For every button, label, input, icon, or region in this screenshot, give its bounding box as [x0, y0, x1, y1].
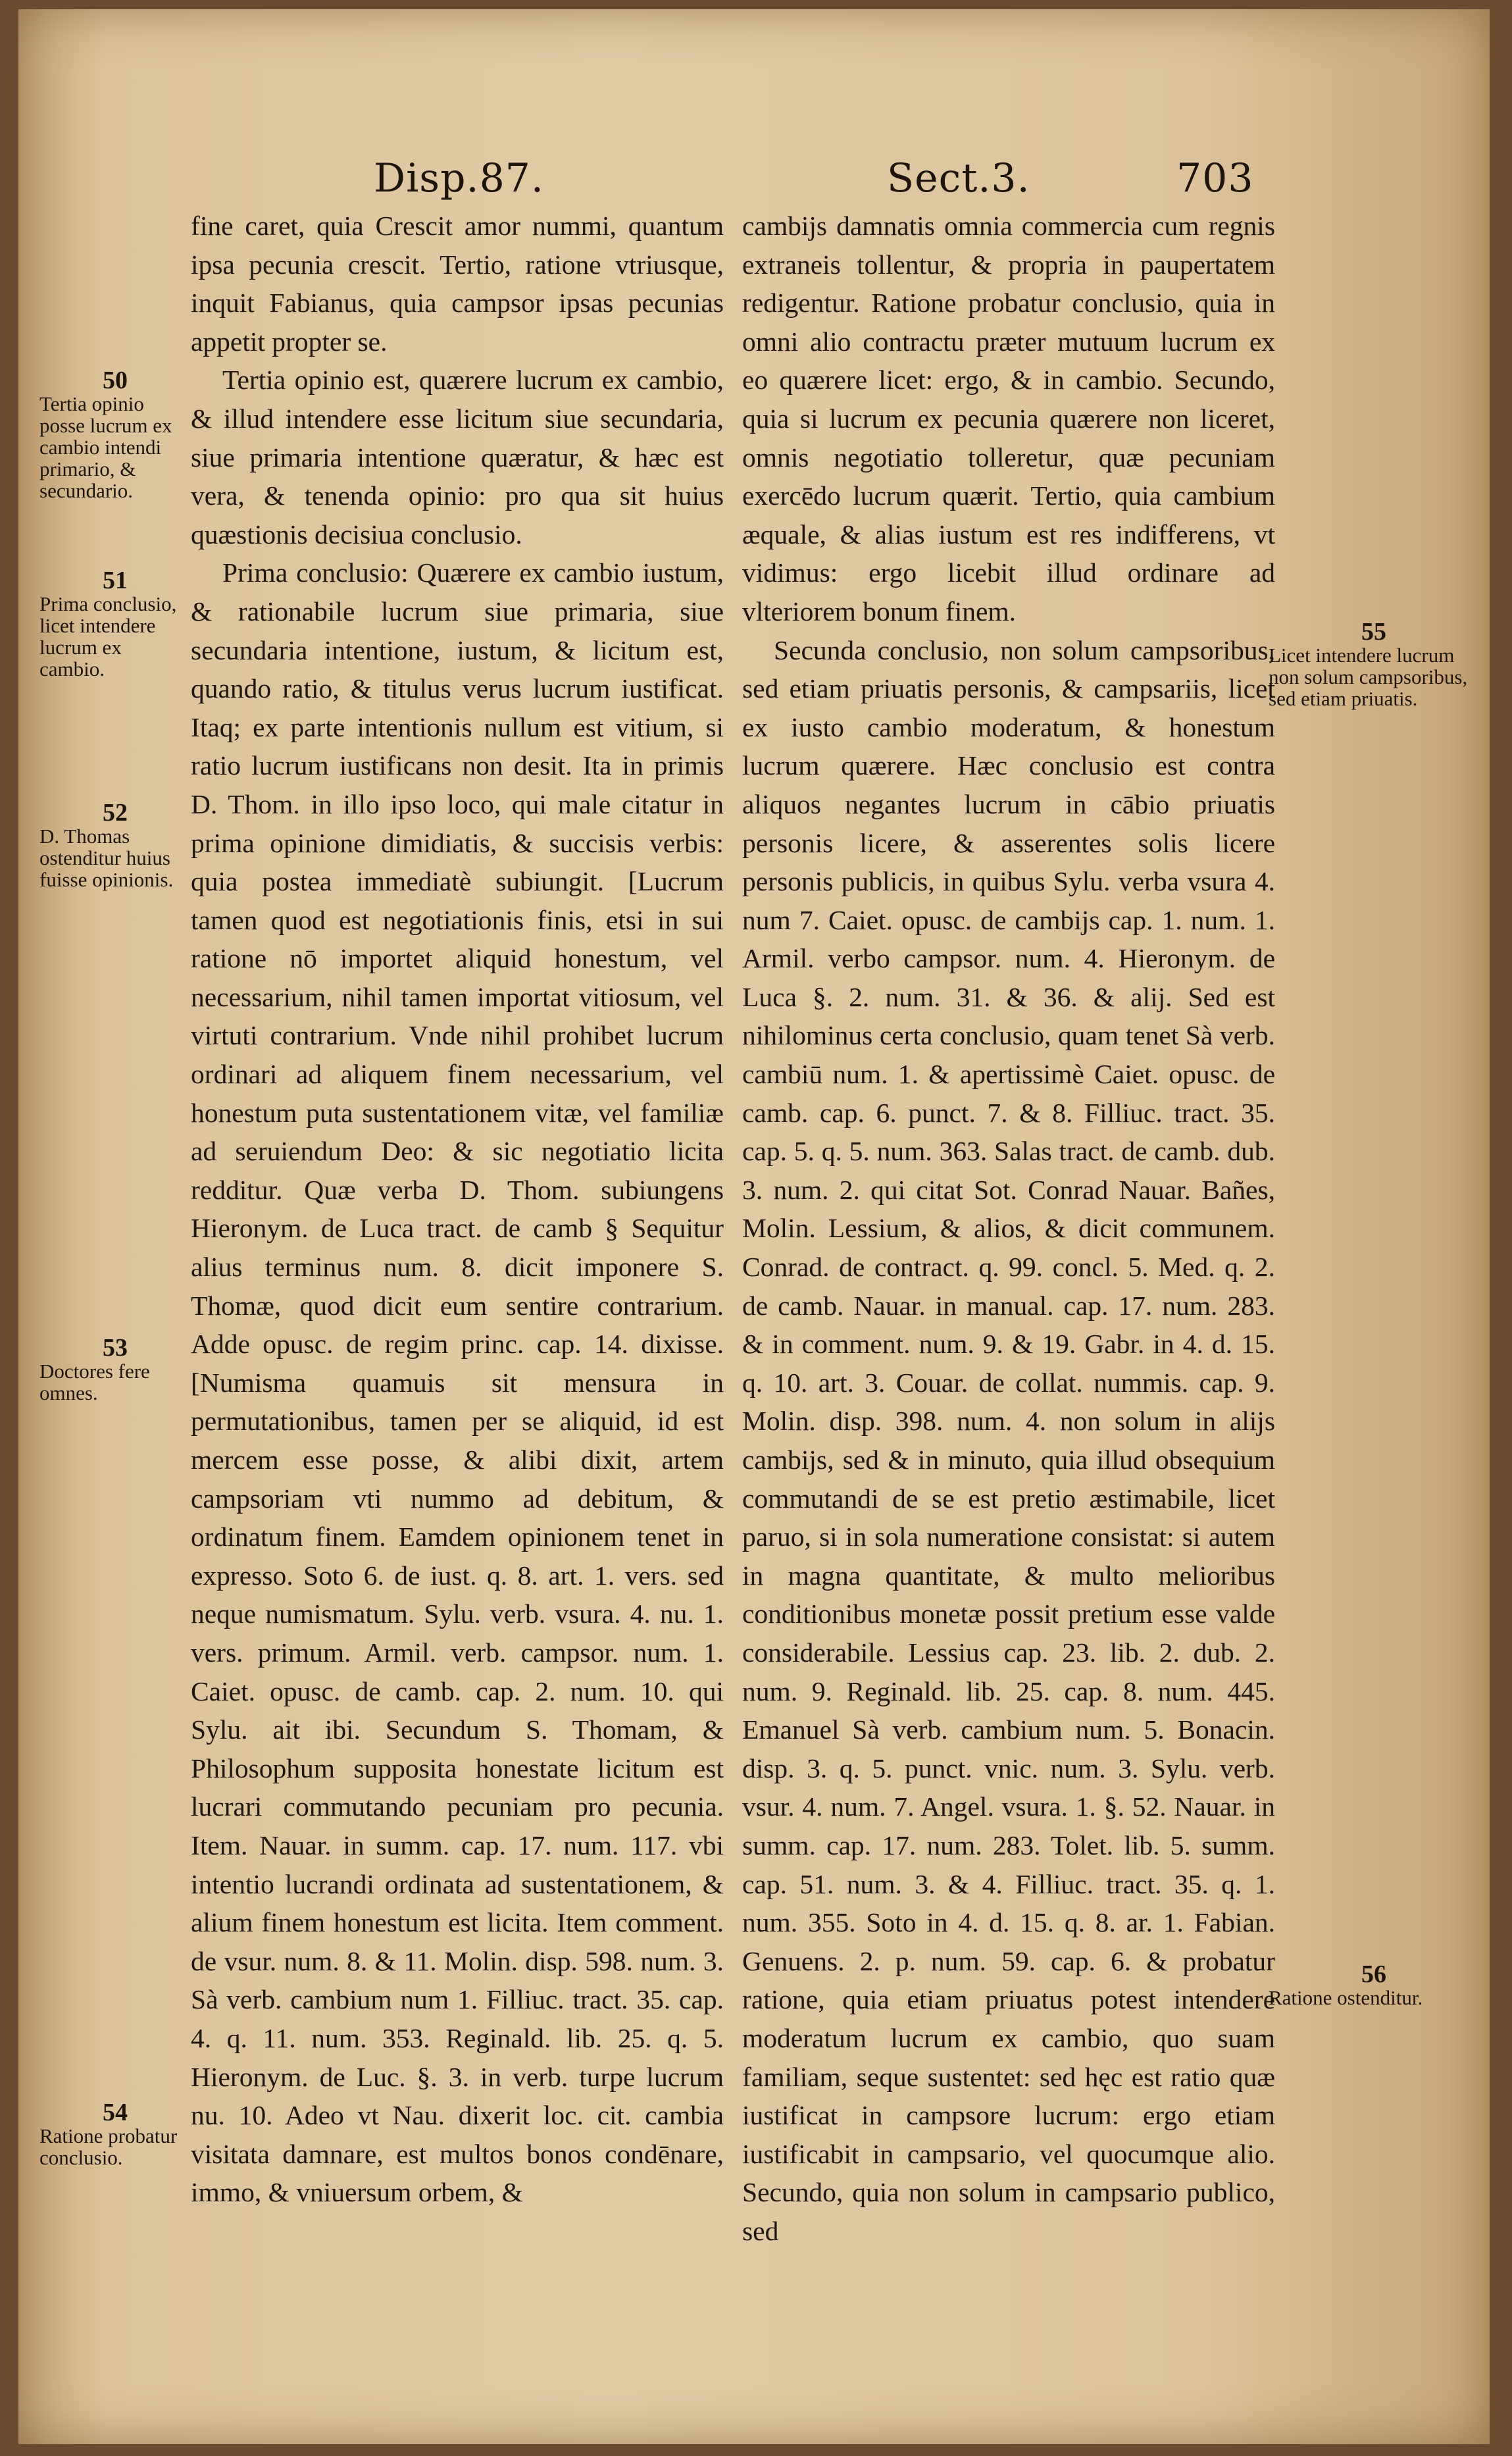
margin-note-number: 53 — [103, 1334, 128, 1362]
paragraph: Secunda conclusio, non solum campsoribus, sed etiam priuatis personis, & campsariis, licet ex iusto cambio moderatum, & honestum lucrum quærere. Hæc conclusio est contra aliquos negantes lucrum in cābio priuatis personis licere, & asserentes solis licere personis publicis, in quibus Sylu. verba vsura 4. num 7. Caiet. opusc. de cambijs cap. 1. num. 1. Armil. verbo campsor. num. 4. Hieronym. de Luca §. 2. num. 31. & 36. & alij. Sed est nihilominus certa conclusio, quam tenet Sà verb. cambiū num. 1. & apertissimè Caiet. opusc. de camb. cap. 6. punct. 7. & 8. Filliuc. tract. 35. cap. 5. q. 5. num. 363. Salas tract. de camb. dub. 3. num. 2. qui citat Sot. Conrad Nauar. Bañes, Molin. Lessium, & alios, & dicit communem. Conrad. de contract. q. 99. concl. 5. Med. q. 2. de camb. Nauar. in manual. cap. 17. num. 283. & in comment. num. 9. & 19. Gabr. in 4. d. 15. q. 10. art. 3. Couar. de collat. nummis. cap. 9. Molin. disp. 398. num. 4. non solum in alijs cambijs, sed & in minuto, quia illud obsequium commutandi de se est pretio æstimabile, licet paruo, si in sola numeratione consistat: si autem in magna quantitate, & multo melioribus conditionibus monetæ possit pretium esse valde considerabile. Lessius cap. 23. lib. 2. dub. 2. num. 9. Reginald. lib. 25. cap. 8. num. 445. Emanuel Sà verb. cambium num. 5. Bonacin. disp. 3. q. 5. punct. vnic. num. 3. Sylu. verb. vsur. 4. num. 7. Angel. vsura. 1. §. 52. Nauar. in summ. cap. 17. num. 283. Tolet. lib. 5. summ. cap. 51. num. 3. & 4. Filliuc. tract. 35. q. 1. num. 355. Soto in 4. d. 15. q. 8. ar. 1. Fabian. Genuens. 2. p. num. 59. cap. 6. & probatur ratione, quia etiam priuatus potest intendere moderatum lucrum ex cambio, quo suam familiam, seque sustentet: sed hęc est ratio quæ iustificat in campsore lucrum: ergo etiam iustificabit in campsario, vel quocumque alio. Secundo, quia non solum in campsario publico, sed — [742, 634, 1275, 2246]
margin-note-number: 55 — [1361, 618, 1386, 646]
margin-note-text: Prima conclusio, licet intendere lucrum ex cambio. — [39, 592, 177, 680]
disputation-heading: Disp.87. — [374, 155, 544, 201]
margin-note-text: Ratione probatur conclusio. — [39, 2124, 178, 2169]
margin-note-number: 54 — [103, 2099, 128, 2126]
paragraph: fine caret, quia Crescit amor nummi, quantum ipsa pecunia crescit. Tertio, ratione vtriusque, inquit Fabianus, quia campsor ipsas pecunias appetit propter se. — [191, 211, 724, 357]
running-header — [18, 155, 1490, 201]
margin-note-number: 51 — [103, 567, 128, 594]
margin-note-text: Tertia opinio posse lucrum ex cambio intendi primario, & secundario. — [39, 392, 172, 502]
margin-note — [39, 799, 191, 891]
left-text-column — [191, 207, 724, 2212]
margin-note-number: 56 — [1361, 1960, 1386, 1988]
margin-note-number: 52 — [103, 799, 128, 827]
paragraph: Tertia opinio est, quærere lucrum ex cambio, & illud intendere esse licitum siue secundaria, siue primaria intentione quæratur, & hæc est vera, & tenenda opinio: pro qua sit huius quæstionis decisiua conclusio. — [191, 365, 724, 550]
paragraph: Prima conclusio: Quærere ex cambio iustum, & rationabile lucrum siue primaria, siue secundaria intentione, iustum, & licitum est, quando ratio, & titulus verus lucrum iustificat. Itaq; ex parte intentionis nullum est vitium, si ratio lucrum iustificans non desit. Ita in primis D. Thom. in illo ipso loco, qui male citatur in prima opinione dimidiatis, & succisis verbis: quia postea immediatè subiungit. [Lucrum tamen quod est negotiationis finis, etsi in sui ratione nō importet aliquid honestum, vel necessarium, nihil tamen importat vitiosum, vel virtuti contrarium. Vnde nihil prohibet lucrum ordinari ad aliquem finem necessarium, vel honestum puta sustentationem vitæ, vel familiæ ad seruiendum Deo: & sic negotiatio licita redditur. Quæ verba D. Thom. subiungens Hieronym. de Luca tract. de camb § Sequitur alius terminus num. 8. dicit imponere S. Thomæ, quod dicit eum sentire contrarium. Adde opusc. de regim princ. cap. 14. dixisse. [Numisma quamuis sit mensura in permutationibus, tamen per se aliquid, id est mercem esse posse, & alibi dixit, artem campsoriam vti nummo ad debitum, & ordinatum finem. Eamdem opinionem tenet in expresso. Soto 6. de iust. q. 8. art. 1. vers. sed neque numismatum. Sylu. verb. vsura. 4. nu. 1. vers. primum. Armil. verb. campsor. num. 1. Caiet. opusc. de camb. cap. 2. num. 10. qui Sylu. ait ibi. Secundum S. Thomam, & Philosophum supposita honestate licitum est lucrari commutando pecuniam pro pecunia. Item. Nauar. in summ. cap. 17. num. 117. vbi intentio lucrandi ordinata ad sustentationem, & alium finem honestum est licita. Item comment. de vsur. num. 8. & 11. Molin. disp. 598. num. 3. Sà verb. cambium num 1. Filliuc. tract. 35. cap. 4. q. 11. num. 353. Reginald. lib. 25. q. 5. Hieronym. de Luc. §. 3. in verb. turpe lucrum nu. 10. Adeo vt Nau. dixerit loc. cit. cambia visitata damnare, est multos bonos condēnare, immo, & vniuersum orbem, & — [191, 557, 724, 2208]
page-number: 703 — [1176, 155, 1254, 201]
paragraph: cambijs damnatis omnia commercia cum regnis extraneis tollentur, & propria in paupertatem redigentur. Ratione probatur conclusio, quia in omni alio contractu præter mutuum lucrum ex eo quærere licet: ergo, & in cambio. Secundo, quia si lucrum ex pecunia quærere non liceret, omnis negotiatio tolleretur, quæ pecuniam exercēdo lucrum quærit. Tertio, quia cambium æquale, & alias iustum est res indifferens, vt vidimus: ergo licebit illud ordinare ad vlteriorem bonum finem. — [742, 211, 1275, 627]
margin-note — [1269, 618, 1479, 710]
margin-note-number: 50 — [103, 367, 128, 394]
margin-note-text: Doctores fere omnes. — [39, 1360, 150, 1404]
margin-note — [39, 367, 191, 502]
right-text-column — [742, 207, 1275, 2250]
margin-note-text: D. Thomas ostenditur huius fuisse opinionis. — [39, 825, 174, 891]
book-page — [18, 9, 1490, 2444]
section-heading: Sect.3. — [887, 155, 1030, 201]
margin-note — [39, 2099, 191, 2169]
margin-note-text: Licet intendere lucrum non solum campsoribus, sed etiam priuatis. — [1269, 644, 1468, 710]
margin-note — [1269, 1960, 1479, 2009]
margin-note-text: Ratione ostenditur. — [1269, 1986, 1423, 2009]
margin-note — [39, 567, 191, 680]
margin-note — [39, 1334, 191, 1404]
